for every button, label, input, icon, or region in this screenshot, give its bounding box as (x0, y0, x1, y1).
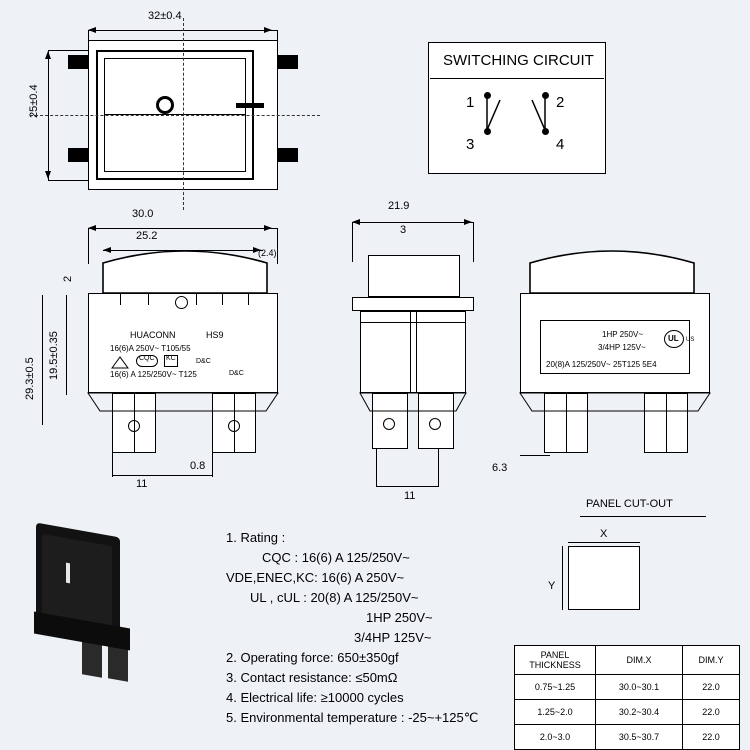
dc-mark-label-2: D&C (229, 370, 244, 377)
table-row (515, 700, 740, 725)
ul-mark-label: UL (668, 334, 679, 343)
spec-item-7: 3. Contact resistance: ≤50mΩ (226, 670, 398, 685)
cell-thickness-1: 0.75~1.25 (515, 675, 596, 700)
circuit-label-1: 1 (466, 94, 475, 111)
cell-dimy-2: 22.0 (683, 700, 740, 725)
front-width-arrows (82, 222, 282, 234)
front-body-dimline (66, 295, 67, 395)
side-pitch-ext-r (438, 449, 439, 487)
cell-dimx-3: 30.5~30.7 (596, 725, 683, 750)
side-skirt (360, 393, 476, 413)
right-skirt (520, 393, 720, 413)
panel-cutout-x-dimline (568, 542, 640, 543)
front-pitch-dimline (112, 475, 212, 476)
side-slot-dim: 3 (400, 224, 407, 236)
switching-circuit-divider (430, 78, 604, 79)
product-photo (28, 530, 164, 700)
dim-arrows-top (82, 24, 282, 36)
photo-i-symbol (66, 563, 70, 584)
front-brand: HUACONN (130, 330, 176, 340)
front-rating-line1: 16(6)A 250V~ T105/55 (110, 344, 191, 353)
top-view-width-dim: 32±0.4 (148, 10, 182, 22)
panel-cutout-table-wrap (514, 645, 740, 750)
spec-item-3: UL , cUL : 20(8) A 125/250V~ (250, 590, 419, 605)
right-terminal-dim: 6.3 (492, 462, 508, 474)
side-body (360, 311, 466, 393)
side-terminal-left-hole (383, 418, 395, 430)
side-pitch-dim: 11 (404, 490, 416, 502)
front-rocker-depth-dim: (2.4) (258, 248, 277, 258)
top-view-tab-rb (278, 148, 298, 162)
dc-mark-label: D&C (196, 358, 211, 365)
cell-dimy-1: 22.0 (683, 675, 740, 700)
side-body-centerline-2 (416, 311, 417, 393)
front-pitch-ext-left (112, 453, 113, 477)
spec-item-0: 1. Rating : (226, 530, 286, 545)
cell-dimx-1: 30.0~30.1 (596, 675, 683, 700)
circuit-label-3: 3 (466, 136, 475, 153)
front-width-dim: 30.0 (132, 208, 154, 220)
spec-item-1: CQC : 16(6) A 125/250V~ (262, 550, 410, 565)
front-rib-4 (222, 293, 223, 305)
top-view-tab-rt (278, 55, 298, 69)
panel-cutout-x-label: X (600, 528, 608, 540)
panel-cutout-y-label: Y (548, 580, 556, 592)
right-terminal-dimline (520, 455, 550, 456)
side-body-line (360, 322, 466, 323)
front-rocker-width-dim: 25.2 (136, 230, 158, 242)
front-overall-dimline (42, 295, 43, 425)
front-rib-3 (196, 293, 197, 305)
side-body-centerline (410, 311, 411, 393)
table-row (515, 675, 740, 700)
side-terminal-right-hole (429, 418, 441, 430)
front-rib-5 (248, 293, 249, 305)
th-thickness: PANEL THICKNESS (515, 646, 596, 675)
th-dimy: DIM.Y (683, 646, 740, 675)
side-ext-left (352, 222, 353, 262)
side-rocker-cap (368, 255, 460, 297)
panel-cutout-underline (580, 516, 706, 517)
power-off-o-symbol (156, 96, 174, 114)
front-rib-2 (148, 293, 149, 305)
top-view-tab-lt (68, 55, 88, 69)
front-ext-left (88, 228, 89, 264)
front-model: HS9 (206, 330, 224, 340)
top-view-centerline-v (183, 18, 184, 210)
circuit-label-4: 4 (556, 136, 565, 153)
front-terminal-thickness-dim: 0.8 (190, 460, 206, 472)
cqc-mark-label: CQC (139, 355, 155, 362)
spec-item-5: 3/4HP 125V~ (354, 630, 432, 645)
top-view-height-dim: 25±0.4 (28, 84, 40, 118)
panel-cutout-rect (568, 546, 640, 610)
side-depth-dim: 21.9 (388, 200, 410, 212)
front-pitch-ext-right (212, 453, 213, 477)
right-rocker-cap (530, 255, 700, 295)
th-dimx: DIM.X (596, 646, 683, 675)
front-center-screw (175, 296, 188, 309)
spec-item-2: VDE,ENEC,KC: 16(6) A 250V~ (226, 570, 405, 585)
right-ul-line2: 3/4HP 125V~ (598, 343, 646, 352)
side-pitch-ext-l (376, 449, 377, 487)
switching-circuit-title: SWITCHING CIRCUIT (443, 52, 594, 69)
table-header-row (515, 646, 740, 675)
side-depth-arrows (346, 216, 478, 228)
front-rating-line2: 16(6) A 125/250V~ T125 (110, 370, 197, 379)
kc-mark-label: KC (166, 355, 176, 362)
side-flange (352, 297, 474, 311)
spec-item-6: 2. Operating force: 650±350gf (226, 650, 399, 665)
side-ext-right (473, 222, 474, 262)
cell-dimx-2: 30.2~30.4 (596, 700, 683, 725)
panel-cutout-title: PANEL CUT-OUT (586, 498, 673, 510)
cell-thickness-3: 2.0~3.0 (515, 725, 596, 750)
spec-item-9: 5. Environmental temperature : -25~+125℃ (226, 710, 479, 725)
front-rocker-cap (103, 255, 273, 295)
front-top-dim: 2 (62, 275, 74, 282)
front-ext-right (277, 228, 278, 264)
spec-list (226, 528, 526, 728)
circuit-label-2: 2 (556, 94, 565, 111)
enec-mark-icon (110, 356, 130, 370)
side-pitch-dimline (376, 486, 438, 487)
front-body-height-dim: 19.5±0.35 (48, 331, 60, 380)
front-overall-height-dim: 29.3±0.5 (24, 357, 36, 400)
front-rib-1 (120, 293, 121, 305)
spec-item-4: 1HP 250V~ (366, 610, 433, 625)
panel-cutout-table (514, 645, 740, 750)
cell-dimy-3: 22.0 (683, 725, 740, 750)
cell-thickness-2: 1.25~2.0 (515, 700, 596, 725)
panel-cutout-y-dimline (562, 546, 563, 610)
top-view-centerline-h (30, 115, 320, 116)
front-skirt (88, 393, 288, 413)
spec-item-8: 4. Electrical life: ≥10000 cycles (226, 690, 404, 705)
front-terminal-pitch-dim: 11 (136, 478, 148, 490)
right-ul-line1: 1HP 250V~ (602, 330, 643, 339)
right-ul-line3: 20(8)A 125/250V~ 25T125 5E4 (546, 360, 657, 369)
table-row (515, 725, 740, 750)
power-on-i-symbol (236, 103, 264, 108)
ul-mark-sub: US (686, 337, 695, 343)
top-view-tab-lb (68, 148, 88, 162)
